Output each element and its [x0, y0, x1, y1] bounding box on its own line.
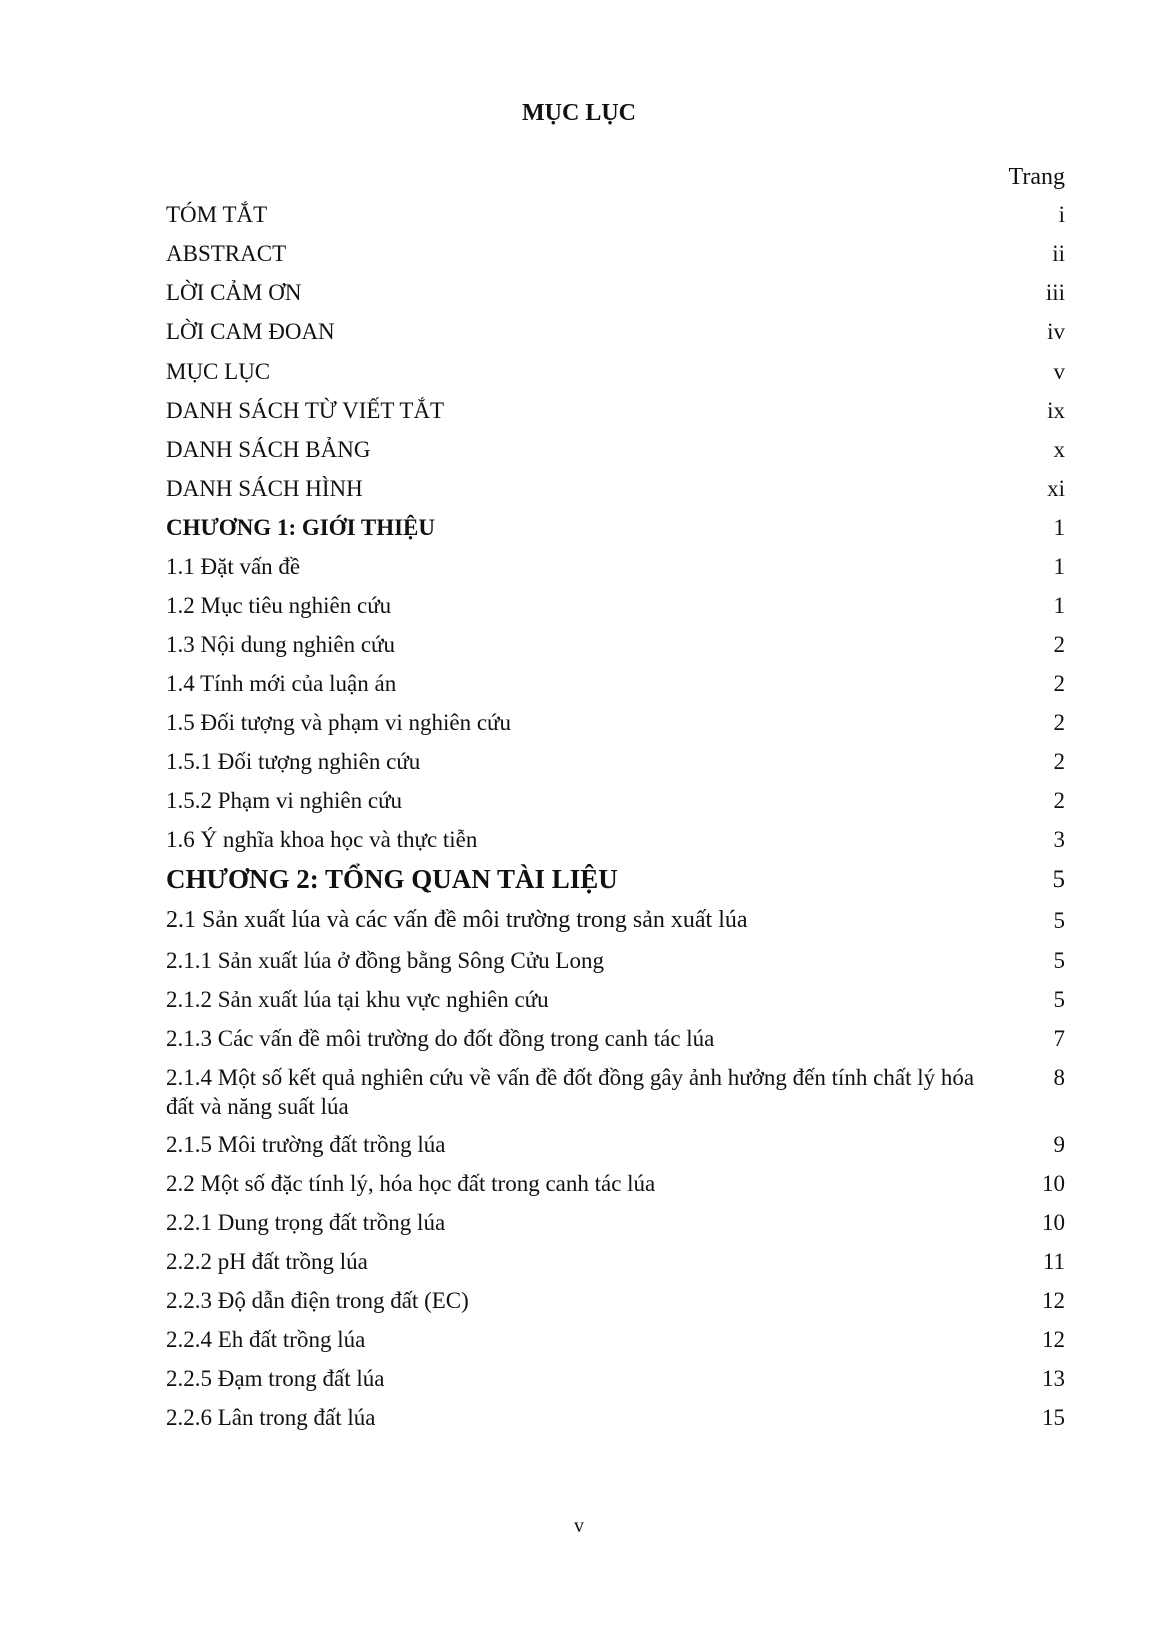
toc-entry-page: x	[1053, 437, 1065, 462]
toc-entry-page: iv	[1047, 319, 1065, 344]
toc-entry-text: MỤC LỤC	[166, 359, 271, 384]
toc-entry-text: 2.1.4 Một số kết quả nghiên cứu về vấn đề đốt đồng gây ảnh hưởng đến tính chất lý hóa đất và năng suất lúa	[166, 1065, 975, 1119]
toc-entry-page: 2	[1053, 710, 1065, 735]
page-number-footer: v	[574, 1515, 584, 1537]
toc-entry-text: 2.2.3 Độ dẫn điện trong đất (EC)	[166, 1288, 469, 1313]
toc-entry-text: 2.1.1 Sản xuất lúa ở đồng bằng Sông Cửu Long	[166, 948, 604, 973]
toc-entry-text: 1.5.1 Đối tượng nghiên cứu	[166, 749, 421, 774]
toc-entry-page: 5	[1052, 866, 1065, 893]
toc-entry-page: i	[1058, 202, 1065, 227]
toc-entry-text: CHƯƠNG 2: TỔNG QUAN TÀI LIỆU	[166, 864, 618, 894]
toc-entry-text: 1.5.2 Phạm vi nghiên cứu	[166, 788, 403, 813]
toc-entry-page: 10	[1042, 1171, 1065, 1196]
toc-entry-page: iii	[1045, 280, 1065, 305]
toc-entry-page: 8	[1053, 1065, 1065, 1090]
toc-entry-page: ii	[1052, 241, 1065, 266]
toc-entry-page: 2	[1053, 671, 1065, 696]
toc-entry-page: 12	[1042, 1327, 1065, 1352]
toc-entry-text: 1.4 Tính mới của luận án	[166, 671, 397, 696]
toc-entry-page: 5	[1053, 908, 1065, 933]
toc-entry-text: 2.2.5 Đạm trong đất lúa	[166, 1366, 385, 1391]
toc-entry-text: LỜI CAM ĐOAN	[166, 319, 335, 344]
toc-entry-text: 2.2.6 Lân trong đất lúa	[166, 1405, 376, 1430]
toc-entry-page: 11	[1042, 1249, 1065, 1274]
toc-entry-text: 1.5 Đối tượng và phạm vi nghiên cứu	[166, 710, 511, 735]
toc-entry-text: DANH SÁCH TỪ VIẾT TẮT	[166, 398, 445, 423]
toc-entry-text: 2.2 Một số đặc tính lý, hóa học đất trong canh tác lúa	[166, 1171, 656, 1196]
toc-entry-page: v	[1053, 359, 1065, 384]
toc-entry-page: 1	[1053, 593, 1065, 618]
toc-entry-page: 5	[1053, 987, 1065, 1012]
toc-entry-page: 3	[1053, 827, 1065, 852]
toc-entry-page: ix	[1047, 398, 1065, 423]
toc-entry-page: 2	[1053, 788, 1065, 813]
toc-entry-text: DANH SÁCH BẢNG	[166, 437, 371, 462]
toc-entry-text: TÓM TẮT	[166, 202, 268, 227]
toc-entry-page: 10	[1042, 1210, 1065, 1235]
toc-entry-page: 2	[1053, 632, 1065, 657]
toc-entry-page: 7	[1053, 1026, 1065, 1051]
toc-entry-text: 2.1 Sản xuất lúa và các vấn đề môi trường trong sản xuất lúa	[166, 907, 748, 933]
toc-entry-text: DANH SÁCH HÌNH	[166, 476, 363, 501]
toc-entry-page: 12	[1042, 1288, 1065, 1313]
toc-entry-text: 1.1 Đặt vấn đề	[166, 554, 301, 579]
toc-entry-page: 1	[1053, 554, 1065, 579]
toc-entry-page: 1	[1053, 515, 1065, 540]
toc-entry-page: 13	[1042, 1366, 1065, 1391]
toc-entry-text: 2.1.3 Các vấn đề môi trường do đốt đồng trong canh tác lúa	[166, 1026, 715, 1051]
toc-entry-text: 2.2.4 Eh đất trồng lúa	[166, 1327, 366, 1352]
toc-title: MỤC LỤC	[522, 100, 636, 126]
toc-entry-text: 2.1.2 Sản xuất lúa tại khu vực nghiên cứu	[166, 987, 549, 1012]
toc-entry-text: 1.6 Ý nghĩa khoa học và thực tiễn	[166, 827, 478, 852]
toc-entry-page: 2	[1053, 749, 1065, 774]
toc-entry-text: 2.1.5 Môi trường đất trồng lúa	[166, 1132, 446, 1157]
toc-entry-page: 15	[1042, 1405, 1065, 1430]
toc-entry-text: LỜI CẢM ƠN	[166, 280, 302, 305]
toc-entry-page: 9	[1053, 1132, 1065, 1157]
toc-entry-text: 2.2.1 Dung trọng đất trồng lúa	[166, 1210, 446, 1235]
toc-entry-text: 1.3 Nội dung nghiên cứu	[166, 632, 396, 657]
toc-entry-text: ABSTRACT	[166, 241, 287, 266]
toc-entry-text: 1.2 Mục tiêu nghiên cứu	[166, 593, 392, 618]
toc-entry-page: xi	[1047, 476, 1065, 501]
page-column-header: Trang	[1008, 164, 1065, 190]
toc-entry-text: 2.2.2 pH đất trồng lúa	[166, 1249, 368, 1274]
toc-entry-page: 5	[1053, 948, 1065, 973]
toc-entry-text: CHƯƠNG 1: GIỚI THIỆU	[166, 515, 436, 540]
